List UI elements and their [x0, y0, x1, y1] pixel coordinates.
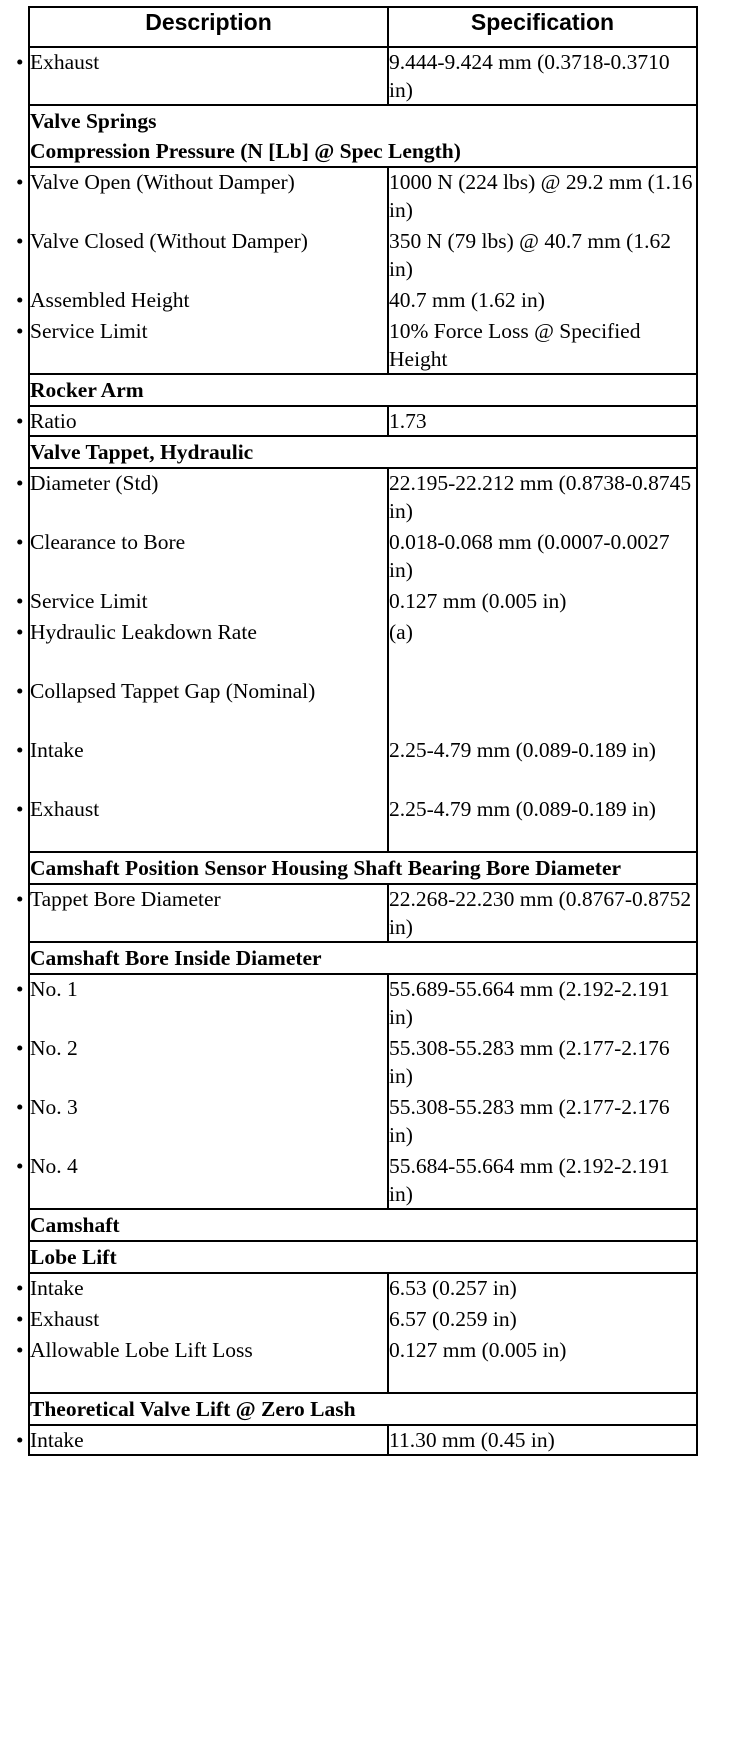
section-rocker-arm [29, 374, 697, 406]
section-header-row [29, 1209, 697, 1241]
bullet-icon: • [16, 1036, 24, 1060]
description-cell [16, 47, 388, 105]
item-value: 55.689-55.664 mm (2.192-2.191 in) [389, 977, 670, 1029]
section-header-row [29, 1393, 697, 1425]
description-cell [16, 884, 388, 942]
section-valve-lift [29, 1393, 697, 1425]
bullet-icon: • [16, 1095, 24, 1119]
description-cell [16, 167, 388, 374]
table-row [29, 974, 697, 1209]
list-item [16, 1152, 387, 1208]
item-label: Tappet Bore Diameter [30, 887, 221, 911]
column-header-specification: Specification [388, 7, 697, 47]
table-row [29, 468, 697, 852]
list-item [16, 48, 387, 76]
item-value: 55.308-55.283 mm (2.177-2.176 in) [389, 1036, 670, 1088]
item-label: Hydraulic Leakdown Rate [30, 620, 257, 644]
item-label: Ratio [30, 409, 77, 433]
section-header-row [29, 942, 697, 974]
bullet-icon: • [16, 288, 24, 312]
item-value: 22.268-22.230 mm (0.8767-0.8752 in) [389, 887, 692, 939]
item-value: 2.25-4.79 mm (0.089-0.189 in) [389, 738, 656, 762]
description-cell [16, 406, 388, 436]
item-label: Valve Open (Without Damper) [30, 170, 295, 194]
section-title: Rocker Arm [30, 378, 144, 402]
list-item [16, 1305, 387, 1333]
item-value: 0.018-0.068 mm (0.0007-0.0027 in) [389, 530, 670, 582]
item-value: 1.73 [389, 409, 427, 433]
list-item [16, 317, 387, 345]
list-item [16, 1034, 387, 1090]
section-title: Camshaft Position Sensor Housing Shaft Bearing Bore Diameter [30, 856, 622, 880]
bullet-icon: • [16, 797, 24, 821]
list-item [16, 528, 387, 584]
list-item [16, 168, 387, 224]
description-cell [16, 1273, 388, 1393]
bullet-icon: • [16, 229, 24, 253]
item-value: 2.25-4.79 mm (0.089-0.189 in) [389, 797, 656, 821]
section-title: Camshaft Bore Inside Diameter [30, 946, 322, 970]
bullet-icon: • [16, 1276, 24, 1300]
table-row [29, 1273, 697, 1393]
item-label: No. 2 [30, 1036, 78, 1060]
bullet-icon: • [16, 738, 24, 762]
section-header-row [29, 1241, 697, 1273]
list-item [16, 1093, 387, 1149]
specification-cell [388, 974, 697, 1209]
item-value: 22.195-22.212 mm (0.8738-0.8745 in) [389, 471, 692, 523]
item-label: No. 3 [30, 1095, 78, 1119]
column-header-description: Description [29, 7, 388, 47]
bullet-icon: • [16, 887, 24, 911]
item-value: 11.30 mm (0.45 in) [389, 1428, 555, 1452]
item-value: 9.444-9.424 mm (0.3718-0.3710 in) [389, 50, 670, 102]
list-item [16, 885, 387, 913]
specification-cell [388, 1425, 697, 1455]
section-title: Valve Tappet, Hydraulic [30, 440, 254, 464]
list-item [16, 587, 387, 615]
item-value [389, 677, 696, 733]
description-cell [16, 1425, 388, 1455]
table-row [29, 406, 697, 436]
table-row [29, 1425, 697, 1455]
section-subtitle: Compression Pressure (N [Lb] @ Spec Length) [30, 139, 461, 163]
bullet-icon: • [16, 1338, 24, 1362]
item-label: Collapsed Tappet Gap (Nominal) [30, 679, 316, 703]
specification-cell [388, 1273, 697, 1393]
section-valve-springs [29, 105, 697, 167]
item-label: Intake [30, 738, 84, 762]
item-value: 1000 N (224 lbs) @ 29.2 mm (1.16 in) [389, 170, 693, 222]
section-header-row [29, 105, 697, 167]
list-item [16, 469, 387, 525]
specification-cell [388, 167, 697, 374]
specification-cell [388, 884, 697, 942]
section-title: Camshaft [30, 1213, 120, 1237]
section-header-row [29, 852, 697, 884]
table-row [29, 167, 697, 374]
list-item [16, 677, 387, 733]
list-item [16, 1336, 387, 1392]
bullet-icon: • [16, 50, 24, 74]
item-label: Exhaust [30, 50, 100, 74]
bullet-icon: • [16, 471, 24, 495]
bullet-icon: • [16, 319, 24, 343]
section-title: Valve Springs [30, 109, 157, 133]
item-value: 55.684-55.664 mm (2.192-2.191 in) [389, 1154, 670, 1206]
item-label: Service Limit [30, 589, 148, 613]
section-valve-tappet [29, 436, 697, 468]
section-lobe-lift [29, 1241, 697, 1273]
bullet-icon: • [16, 679, 24, 703]
item-label: Allowable Lobe Lift Loss [30, 1338, 253, 1362]
section-camshaft-bore [29, 942, 697, 974]
section-camshaft [29, 1209, 697, 1241]
item-value: 40.7 mm (1.62 in) [389, 288, 545, 312]
bullet-icon: • [16, 977, 24, 1001]
specification-cell [388, 468, 697, 852]
item-value: 6.57 (0.259 in) [389, 1307, 517, 1331]
item-label: Service Limit [30, 319, 148, 343]
list-item [16, 736, 387, 792]
section-title: Theoretical Valve Lift @ Zero Lash [30, 1397, 356, 1421]
table-row [29, 884, 697, 942]
bullet-icon: • [16, 1428, 24, 1452]
bullet-icon: • [16, 1154, 24, 1178]
item-label: No. 1 [30, 977, 78, 1001]
bullet-icon: • [16, 409, 24, 433]
item-label: Exhaust [30, 797, 100, 821]
item-label: Clearance to Bore [30, 530, 186, 554]
list-item [16, 407, 387, 435]
item-value: 55.308-55.283 mm (2.177-2.176 in) [389, 1095, 670, 1147]
item-value: 0.127 mm (0.005 in) [389, 589, 567, 613]
section-cmp-sensor-housing [29, 852, 697, 884]
item-value: (a) [389, 620, 413, 644]
list-item [16, 975, 387, 1031]
list-item [16, 1274, 387, 1302]
list-item [16, 618, 387, 674]
item-label: Diameter (Std) [30, 471, 159, 495]
item-value: 6.53 (0.257 in) [389, 1276, 517, 1300]
item-label: Assembled Height [30, 288, 190, 312]
section-header-row [29, 436, 697, 468]
list-item [16, 1426, 387, 1454]
description-cell [16, 468, 388, 852]
item-label: Intake [30, 1428, 84, 1452]
bullet-icon: • [16, 589, 24, 613]
bullet-icon: • [16, 620, 24, 644]
table-row [29, 47, 697, 105]
specification-table [16, 6, 698, 1456]
item-label: Valve Closed (Without Damper) [30, 229, 308, 253]
specification-cell [388, 47, 697, 105]
list-item [16, 286, 387, 314]
list-item [16, 227, 387, 283]
item-value: 0.127 mm (0.005 in) [389, 1338, 567, 1362]
item-label: Exhaust [30, 1307, 100, 1331]
bullet-icon: • [16, 530, 24, 554]
item-label: No. 4 [30, 1154, 78, 1178]
header-row [29, 7, 697, 47]
description-cell [16, 974, 388, 1209]
item-label: Intake [30, 1276, 84, 1300]
bullet-icon: • [16, 1307, 24, 1331]
bullet-icon: • [16, 170, 24, 194]
item-value: 10% Force Loss @ Specified Height [389, 319, 641, 371]
item-value: 350 N (79 lbs) @ 40.7 mm (1.62 in) [389, 229, 671, 281]
list-item [16, 795, 387, 851]
section-title: Lobe Lift [30, 1245, 117, 1269]
specification-cell [388, 406, 697, 436]
section-header-row [29, 374, 697, 406]
